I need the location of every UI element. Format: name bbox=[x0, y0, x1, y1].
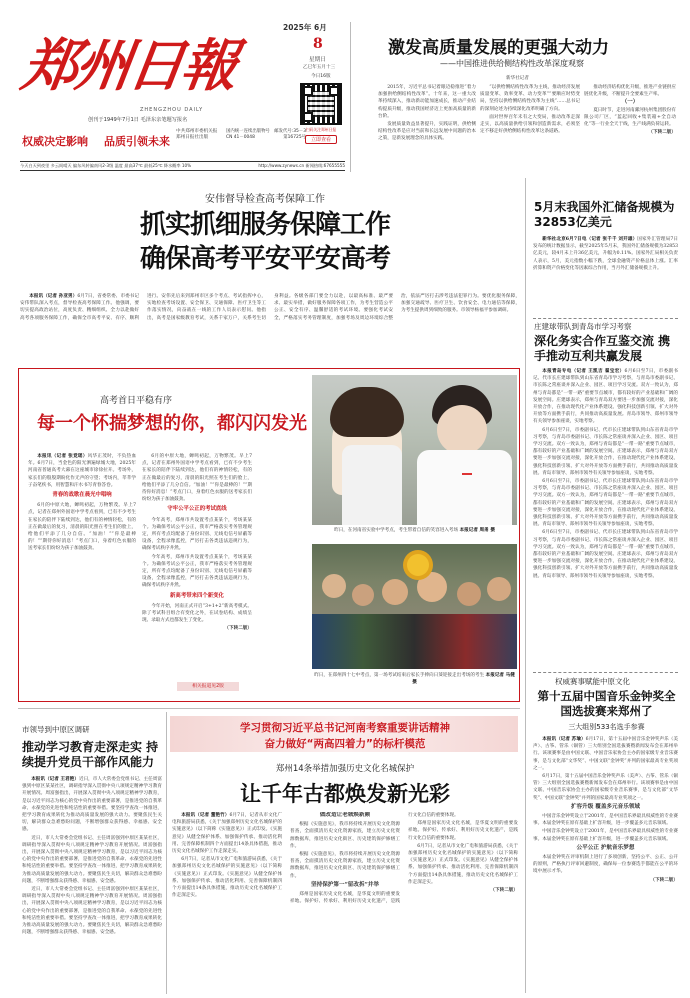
bottom-left-body: 本报讯（记者 王君艳）近日，市人大常委会党组书记、主任周富强到中原区某某社区，调研指导深入贯彻中央八项规定精神学习教育开展情况。周富强指出，开展深入贯彻中央八项规定精神学习教育，是以习近平同志为核心的党中央作出的重要部署，是推进党的自我革命、永葆党的先进性和纯洁性的重要举措。要坚持学查改一体推进，把学习教育成果转化为推动高质量发展的强大动力。要聚焦民生关切，解决群众急难愁盼问题，不断增强群众获得感、幸福感、安全感。 近日，市人大常委会党组书记、主任周富强到中原区某某社区，调研指导深入贯彻中央八项规定精神学习教育开展情况。周富强指出，开展深入贯彻中央八项规定精神学习教育，是以习近平同志为核心的党中央作出的重要部署，是推进党的自我革命、永葆党的先进性和纯洁性的重要举措。要坚持学查改一体推进，把学习教育成果转化为推动高质量发展的强大动力。要聚焦民生关切，解决群众急难愁盼问题，不断增强群众获得感、幸福感、安全感。 近日，市人大常委会党组书记、主任周富强到中原区某某社区，调研指导深入贯彻中央八项规定精神学习教育开展情况。周富强指出，开展深入贯彻中央八项规定精神学习教育，是以习近平同志为核心的党中央作出的重要部署，是推进党的自我革命、永葆党的先进性和纯洁性的重要举措。要坚持学查改一体推进，把学习教育成果转化为推动高质量发展的强大动力。要聚焦民生关切，解决群众急难愁盼问题，不断增强群众获得感、幸福感、安全感。 bbox=[22, 777, 162, 936]
main-story-headline-2[interactable]: 确保高考平安平安高考 bbox=[139, 244, 390, 274]
top-feature-headline[interactable]: 激发高质量发展的更强大动力 bbox=[388, 38, 609, 58]
qingdao-headline[interactable]: 深化务实合作互鉴交流 携手推动互利共赢发展 bbox=[534, 334, 671, 363]
english-name: ZHENGZHOU DAILY bbox=[140, 107, 204, 113]
top-feature-body-col2: “以供给侧结构性改革为主线，推动经济发展质量变革、效率变革、动力变革”“要顺应时势变局，坚持以供给侧结构性改革为主线”……总书记的深刻论述为持续深化改革明确了方向。 面对世界百年未有之大变局，推动改革走深走实，以高质量供给引领和创造新需求，必须坚定不移走好供给侧结构性改革这条道路。 bbox=[480, 85, 580, 135]
exam-feature-headline[interactable]: 每一个怀揣梦想的你，都闪闪发光 bbox=[37, 413, 307, 434]
culture-headline[interactable]: 让千年古都焕发新光彩 bbox=[240, 782, 450, 806]
publisher-b: 郑州日报社出版 bbox=[176, 135, 209, 141]
date-day: 8 bbox=[313, 36, 323, 52]
top-feature-byline: 新华社记者 bbox=[506, 76, 529, 81]
code-b: 邮发代号:35－3 bbox=[274, 129, 306, 134]
music-headline[interactable]: 第十五届中国音乐金钟奖全国选拔赛来郑州了 bbox=[537, 689, 676, 718]
culture-kicker: 郑州14条举措加强历史文化名城保护 bbox=[275, 764, 415, 774]
website-line: http://www.zynews.cn 新闻热线:67655555 bbox=[258, 163, 345, 168]
qr-view-button[interactable]: 立即查看 bbox=[305, 135, 337, 144]
publisher-a: 中共郑州市委机关报 bbox=[176, 129, 218, 134]
music-kicker: 权威赛事赋能中原文化 bbox=[555, 677, 630, 686]
serial-a: 国内统一连续出版物号 bbox=[226, 129, 270, 134]
serial-b: CN 41－0048 bbox=[226, 135, 255, 141]
main-story-headline-1[interactable]: 抓实抓细服务保障工作 bbox=[139, 210, 390, 240]
exam-photo-1[interactable] bbox=[312, 375, 517, 525]
bottom-left-kicker: 市领导到中原区调研 bbox=[22, 725, 90, 734]
date-year-month: 2025年 6月 bbox=[283, 23, 327, 32]
exam-photo-2[interactable] bbox=[312, 544, 517, 669]
related-link[interactable]: 相关报道见2版 bbox=[177, 682, 239, 691]
code-c: 第16725号 bbox=[283, 135, 306, 141]
founded-note: 创刊于1949年7月1日 毛泽东亲笔题写报名 bbox=[88, 117, 188, 123]
music-subhead: 三大组别533名选手参赛 bbox=[568, 723, 645, 731]
bottom-left-headline[interactable]: 推动学习教育走深走实 持续提升党员干部作风能力 bbox=[22, 740, 159, 769]
qingdao-body: 本报青岛专电（记者 王凯吉 翟宝宏）6月6日至7日，市委副书记、代市长庄建球带队到山东省青岛市学习考察，与青岛市委副书记、市长陈之常座谈并深入企业、园区、项目学习交流。双方一致认为，郑州与青岛都是“一带一路”重要节点城市，都有较好的产业基础和广阔的发展空间。庄建球表示，郑州与青岛双方要进一步加强交流对接，深化开放合作，在推动现代化产业体系建设、强化科技创新引领、扩大对外开放等方面携手前行，共同推动高质量发展。青岛市领导、郑州市领导有关领导参加座谈，实地考察。 6月6日至7日，市委副书记、代市长庄建球带队到山东省青岛市学习考察，与青岛市委副书记、市长陈之常座谈并深入企业、园区、项目学习交流。双方一致认为，郑州与青岛都是“一带一路”重要节点城市，都有较好的产业基础和广阔的发展空间。庄建球表示，郑州与青岛双方要进一步加强交流对接，深化开放合作，在推动现代化产业体系建设、强化科技创新引领、扩大对外开放等方面携手前行，共同推动高质量发展。青岛市领导、郑州市领导有关领导参加座谈，实地考察。 6月6日至7日，市委副书记、代市长庄建球带队到山东省青岛市学习考察，与青岛市委副书记、市长陈之常座谈并深入企业、园区、项目学习交流。双方一致认为，郑州与青岛都是“一带一路”重要节点城市，都有较好的产业基础和广阔的发展空间。庄建球表示，郑州与青岛双方要进一步加强交流对接，深化开放合作，在推动现代化产业体系建设、强化科技创新引领、扩大对外开放等方面携手前行，共同推动高质量发展。青岛市领导、郑州市领导有关领导参加座谈，实地考察。 6月6日至7日，市委副书记、代市长庄建球带队到山东省青岛市学习考察，与青岛市委副书记、市长陈之常座谈并深入企业、园区、项目学习交流。双方一致认为，郑州与青岛都是“一带一路”重要节点城市，都有较好的产业基础和广阔的发展空间。庄建球表示，郑州与青岛双方要进一步加强交流对接，深化开放合作，在推动现代化产业体系建设、强化科技创新引领、扩大对外开放等方面携手前行，共同推动高质量发展。青岛市领导、郑州市领导有关领导参加座谈，实地考察。 bbox=[533, 369, 678, 579]
qr-code[interactable] bbox=[300, 83, 342, 125]
banner-line-2: 奋力做好“两高四着力”的标杆模范 bbox=[264, 738, 426, 750]
top-feature-body-col3: 推动经济结构优化升级，推进产业链供应链优化升级，不断提升全要素生产率。 （一） 夏日时节，走进河南漯河杭州集团股份有限公司厂区，“蓝起回收+集装箱+全自动化”等一行业全天于线，生产线满负荷运转。 （下转二版） bbox=[584, 85, 676, 136]
qr-caption: 扫码关注郑州日报 bbox=[305, 127, 337, 132]
exam-photo-1-caption: 昨日，在河南省实验中学考点，考生带着自信的笑容进入考场 本报记者 周甬 摄 bbox=[334, 528, 495, 533]
main-story-kicker: 安伟督导检查高考保障工作 bbox=[205, 194, 325, 205]
weather-line: 今天白天到夜里 多云间晴天 偏东风转偏南风2-3级 温度 最高37℃ 最低25℃ 降水概率 10% bbox=[20, 163, 192, 168]
exam-photo-2-caption: 昨日，在郑州四十七中考点，第一场考试结束后家长手捧向日葵迎接走出考场的考生 本报记者 马健 摄 bbox=[314, 673, 515, 686]
exam-feature-col2: 6月的中原大地，蝉鸣初起，万物繁茂。早上7点，记者在郑州外国语中学考点看到，已有不少考生在家长的陪伴下陆续到达，他们有的神情轻松，有的正在做最后的复习，清晨的阳光照在考生们的脸上，给他们平添了几分自信。“加油！”“你是最棒的！”“期待你好消息！”考点门口，身着红色衣服的送考家长们纷纷为孩子加油鼓劲。 守牢公平公正的考试底线 今年高考，郑州市共设置考点某某个，考场某某个。为确保考试公平公正，我市严格落实考务管理规定，所有考点均配备了身份识别、无线电信号屏蔽等设备，全程录像监控，严厉打击各类违法违规行为，确保考试秩序井然。 今年高考，郑州市共设置考点某某个，考场某某个。为确保考试公平公正，我市严格落实考务管理规定，所有考点均配备了身份识别、无线电信号屏蔽等设备，全程录像监控，严厉打击各类违法违规行为，确保考试秩序井然。 新高考带来四个新变化 今年开始，河南正式开启“3+1+2”新高考模式。除了考试科目组合有变化之外，在试卷结构、成绩呈现、录取方式也都发生了变化。 （下转二版） bbox=[142, 454, 252, 632]
exam-feature-col1: 本报讯（记者 张竞瑶）风华正茂时，不负热血年。6月7日，当金色的阳光洒遍绿城大地，2025年河南省普通高考大幕在这座城市徐徐拉开。考场外，家长们的殷殷期盼化作无声的守望；考场内，莘莘学子奋笔疾书，用智慧和汗水书写青春答卷。 青春的战歌在晨光中唱响 6月的中原大地，蝉鸣初起，万物繁茂。早上7点，记者在郑州外国语中学考点看到，已有不少考生在家长的陪伴下陆续到达，他们有的神情轻松，有的正在做最后的复习，清晨的阳光照在考生们的脸上，给他们平添了几分自信。“加油！”“你是最棒的！”“期待你好消息！”考点门口，身着红色衣服的送考家长们纷纷为孩子加油鼓劲。 bbox=[28, 454, 136, 552]
slogan-a: 权威决定影响 bbox=[22, 135, 88, 148]
date-lunar: 乙巳年五月十三 bbox=[303, 65, 336, 70]
qingdao-kicker: 庄建球带队到青岛市学习考察 bbox=[534, 322, 632, 331]
forex-body: 新华社北京6月7日电（记者 张千千 刘开雄）国家外汇管理局7日发布的统计数据显示，截至2025年5月末，我国外汇储备规模为32853亿美元，较4月末上升36亿美元，升幅为0.11%。国家外汇局相关负责人表示，5月，美元指数小幅下跌，全球金融资产价格总体上涨。汇率折算和资产价格变化等因素综合作用，当月外汇储备规模上升。 bbox=[533, 237, 678, 271]
pages-count: 今日16版 bbox=[311, 74, 331, 79]
top-feature-subhead: ——中国推进供给侧结构性改革深度观察 bbox=[440, 59, 584, 68]
banner-line-1: 学习贯彻习近平总书记河南考察重要讲话精神 bbox=[240, 722, 450, 734]
music-body: 本报讯（记者 苏瑜）6月17日，第十五届中国音乐金钟奖声乐（美声）、古筝、管乐（铜管）三大组别全国选拔赛暨新闻发布会在郑州举行。该项赛事是由中国文联、中国音乐家协会主办的国家级专业音乐赛事，是与文化部“文华奖”、中国文联“金钟奖”并列的国家最高专业奖项之一。 6月17日，第十五届中国音乐金钟奖声乐（美声）、古筝、管乐（铜管）三大组别全国选拔赛暨新闻发布会在郑州举行。该项赛事是由中国文联、中国音乐家协会主办的国家级专业音乐赛事，是与文化部“文华奖”、中国文联“金钟奖”并列的国家最高专业奖项之一。 扩容升级 覆盖多元音乐领域 中国音乐金钟奖设立于2001年，是中国音乐界最具权威性的专业赛事。本届金钟奖在原有基础上扩容升级，进一步覆盖多元音乐领域。 中国音乐金钟奖设立于2001年，是中国音乐界最具权威性的专业赛事。本届金钟奖在原有基础上扩容升级，进一步覆盖多元音乐领域。 公平公正 护航音乐梦想 本届金钟奖在评审机制上进行了多项创新，坚持公平、公正、公开的原则，严格执行评审回避制度，确保每一位参赛选手都能在公平的环境中展示才华。 （下转二版） bbox=[533, 737, 678, 883]
culture-body: 本报讯（记者 董艳竹）6月7日，记者从市文化广电和旅游局获悉，《关于加强郑州历史文化名城保护的实施意见》（以下简称《实施意见》）正式印发。《实施意见》从健全保护体系、加强保护传承、推动活化利用、完善保障机制四个方面提出14条具体措施，推动历史文化名城保护工作走深走实。 6月7日，记者从市文化广电和旅游局获悉，《关于加强郑州历史文化名城保护的实施意见》（以下简称《实施意见》）正式印发。《实施意见》从健全保护体系、加强保护传承、推动活化利用、完善保障机制四个方面提出14条具体措施，推动历史文化名城保护工作走深走实。 做改造让老城焕新颜 根据《实施意见》，我市将持续开展历史文化资源普查，全面摸清历史文化资源家底，建立历史文化资源数据库，推进历史文化街区、历史建筑保护修缮工作。 根据《实施意见》，我市将持续开展历史文化资源普查，全面摸清历史文化资源家底，建立历史文化资源数据库，推进历史文化街区、历史建筑保护修缮工作。 坚持保护第一“留改拆”并举 郑州是国家历史文化名城，是华夏文明的重要发祥地。保护好、传承好、利用好历史文化遗产，是践行文化自信的重要体现。 郑州是国家历史文化名城，是华夏文明的重要发祥地。保护好、传承好、利用好历史文化遗产，是践行文化自信的重要体现。 6月7日，记者从市文化广电和旅游局获悉，《关于加强郑州历史文化名城保护的实施意见》（以下简称《实施意见》）正式印发。《实施意见》从健全保护体系、加强保护传承、推动活化利用、完善保障机制四个方面提出14条具体措施，推动历史文化名城保护工作走深走实。 （下转二版） bbox=[172, 812, 518, 905]
newspaper-logo: 郑州日報 bbox=[17, 33, 240, 99]
exam-feature-kicker: 高考首日平稳有序 bbox=[100, 396, 173, 406]
slogan-b: 品质引领未来 bbox=[104, 135, 170, 148]
date-weekday: 星期日 bbox=[309, 57, 326, 63]
forex-headline[interactable]: 5月末我国外汇储备规模为32853亿美元 bbox=[534, 200, 675, 229]
top-feature-body-col1: 2015年，习近平总书记着眼迈稳推进“着力加强供给侧结构性改革”。十年来，这一重大改革持续深入，推动新动能加速成长，推动产业结构提质升级，推动我国经济迈上更加高质量的新台阶。 发展质量效益显著提升，实践证明，供给侧结构性改革是应对当前和长远发展中问题的治本之策，是新发展理念的具体实践。 bbox=[378, 85, 476, 142]
main-story-body: 本报讯（记者 孙亚男）6月7日，省委常委、市委书记安伟带队深入考点，督导检查高考保障工作。他强调，要切实提高政治站位，高度负责、精细组织、全力以赴做好高考各项服务保障工作，确保全市高考平安、有序、顺利进行。安伟先后来到郑州市区多个考点、考试指挥中心，实地检查考场设置、安全保卫、交通保障、医疗卫生等工作落实情况，向奋战在一线的工作人员表示慰问。他指出，高考是国家级教育考试，关系千家万户，关系考生切身利益。各级各部门要全力以赴，以最高标准、最严要求、最实举措，做好服务保障各项工作，为考生营造公平公正、安全有序、温馨舒适的考试环境。要强化考试安全，严格落实考务管理制度，加强考场及周边环境综合整治，依法严厉打击涉考违法犯罪行为。要优化服务保障，加强交通疏导、医疗卫生、饮食安全、电力通信等保障，为考生提供周到细致的服务。市领导杨福平参加调研。 bbox=[20, 294, 520, 321]
